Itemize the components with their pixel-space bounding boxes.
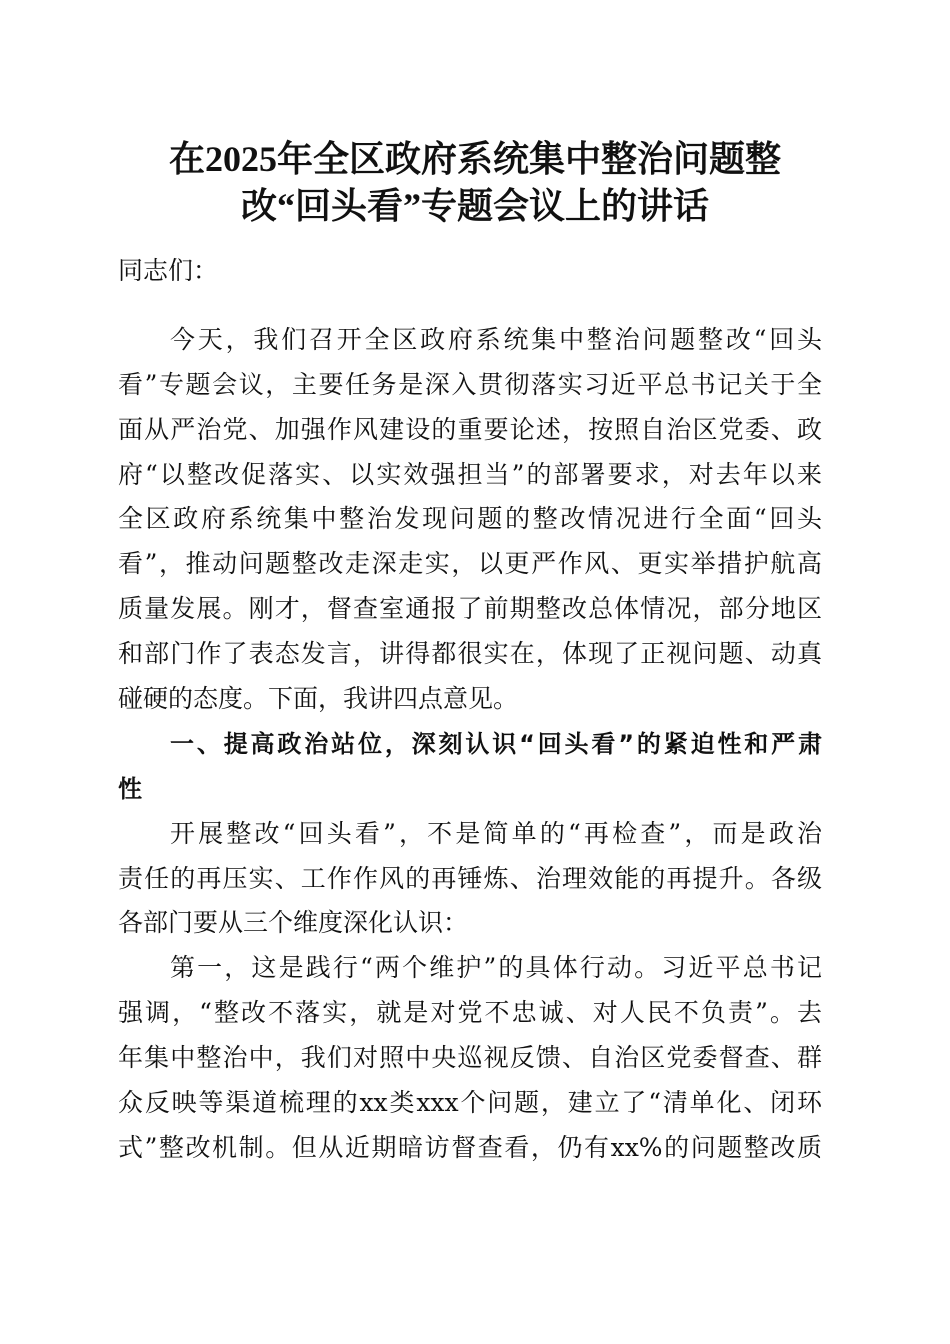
paragraph bbox=[118, 812, 822, 947]
text-line: 看”专题会议，主要任务是深入贯彻落实习近平总书记关于全 bbox=[118, 369, 822, 399]
text-line: 碰硬的态度。下面，我讲四点意见。 bbox=[118, 684, 519, 714]
text-line: 第一，这是践行“两个维护”的具体行动。习近平总书记 bbox=[170, 953, 822, 983]
text-line: 强调，“整改不落实，就是对党不忠诚、对人民不负责”。去 bbox=[118, 998, 822, 1028]
text-line: 性 bbox=[118, 774, 142, 803]
document-title bbox=[0, 136, 950, 230]
text-line: 开展整改“回头看”，不是简单的“再检查”，而是政治 bbox=[170, 818, 822, 848]
text-line: 今天，我们召开全区政府系统集中整治问题整改“回头 bbox=[170, 324, 822, 354]
text-line: 各部门要从三个维度深化认识： bbox=[118, 908, 469, 938]
text-line: 和部门作了表态发言，讲得都很实在，体现了正视问题、动真 bbox=[118, 639, 822, 669]
text-line: 质量发展。刚才，督查室通报了前期整改总体情况，部分地区 bbox=[118, 594, 822, 624]
title-line: 改“回头看”专题会议上的讲话 bbox=[240, 186, 709, 226]
text-line: 式”整改机制。但从近期暗访督查看，仍有xx%的问题整改质 bbox=[118, 1132, 822, 1162]
greeting: 同志们： bbox=[118, 256, 219, 285]
text-line: 全区政府系统集中整治发现问题的整改情况进行全面“回头 bbox=[118, 504, 822, 534]
text-line: 众反映等渠道梳理的xx类xxx个问题，建立了“清单化、闭环 bbox=[118, 1088, 822, 1118]
paragraph bbox=[118, 318, 822, 722]
title-line: 在2025年全区政府系统集中整治问题整 bbox=[168, 139, 781, 179]
text-line: 面从严治党、加强作风建设的重要论述，按照自治区党委、政 bbox=[118, 414, 822, 444]
text-line: 责任的再压实、工作作风的再锤炼、治理效能的再提升。各级 bbox=[118, 863, 822, 893]
section-heading bbox=[118, 722, 822, 812]
text-line: 年集中整治中，我们对照中央巡视反馈、自治区党委督查、群 bbox=[118, 1043, 822, 1073]
text-line: 看”，推动问题整改走深走实，以更严作风、更实举措护航高 bbox=[118, 549, 822, 579]
text-line: 府“以整改促落实、以实效强担当”的部署要求，对去年以来 bbox=[118, 459, 822, 489]
paragraph bbox=[118, 946, 822, 1170]
document-body bbox=[118, 249, 822, 1171]
text-line: 一、提高政治站位，深刻认识“回头看”的紧迫性和严肃 bbox=[170, 729, 822, 758]
